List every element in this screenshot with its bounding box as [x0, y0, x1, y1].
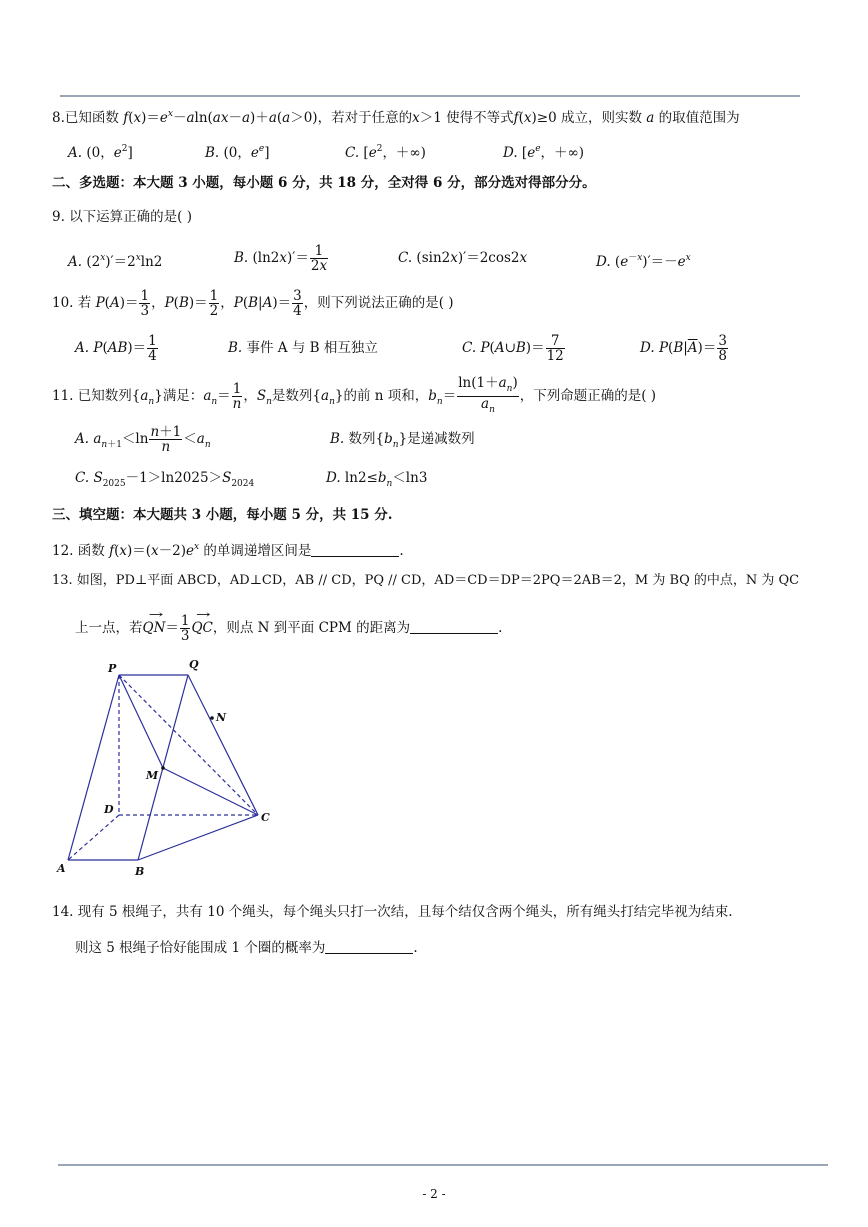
label-C: C — [261, 811, 270, 824]
q8-option-b: B. (0，$e^e$] — [205, 144, 270, 161]
label-D: D — [104, 803, 114, 816]
question-12: 12. 函数 $f(x)=(x-2)e^x$ 的单调递增区间是 . — [52, 542, 404, 559]
label-M: M — [146, 769, 159, 782]
question-14-line-2: 则这 5 根绳子恰好能围成 1 个圈的概率为 . — [75, 940, 418, 956]
q10-option-c: C. P(A∪B)＝ $\frac{7}{12}$ — [462, 333, 564, 364]
question-10: 10. 若 P(A)＝ $\frac{1}{3}$ ，P(B)＝ $\frac{1}{2}$ ，P(B|A)＝ $\frac{3}{4}$ ，则下列说法正确的是( ) — [52, 288, 454, 319]
q9-option-b: B. (ln2x)′＝ $\frac{1}{2x}$ — [234, 243, 328, 274]
q11-option-b: B. 数列$\{b_n\}$是递减数列 — [330, 431, 475, 450]
label-Q: Q — [189, 658, 199, 671]
q9-option-a: A. $(2^x)'=2^x\ln 2$ — [68, 253, 163, 270]
label-B: B — [135, 865, 145, 878]
q10-option-b: B. 事件 A 与 B 相互独立 — [228, 340, 378, 356]
bottom-rule — [58, 1164, 828, 1166]
question-14-line-1: 14. 现有 5 根绳子，共有 10 个绳头，每个绳头只打一次结，且每个结仅含两个绳头，所有绳头打结完毕视为结束. — [52, 904, 733, 920]
section-2-heading: 二、多选题：本大题 3 小题，每小题 6 分，共 18 分，全对得 6 分，部分选对得部分分。 — [52, 175, 596, 191]
answer-blank[interactable] — [311, 542, 399, 557]
section-3-heading: 三、填空题：本大题共 3 小题，每小题 5 分，共 15 分. — [52, 507, 393, 523]
label-P: P — [108, 662, 117, 675]
question-13-line-2: 上一点，若→ QN＝ $\frac{1}{3}$ → QC，则点 N 到平面 CPM 的距离为 . — [75, 610, 502, 646]
top-rule — [60, 95, 800, 97]
label-N: N — [216, 711, 227, 724]
q11-option-a: A. $a_{n+1}<\ln$ $\frac{n+1}{n}$ $<a_n$ — [75, 424, 211, 455]
answer-blank[interactable] — [410, 619, 498, 634]
q9-option-c: C. (sin2x)′＝2cos2x — [398, 250, 528, 266]
question-8: 8.已知函数 $f(x)=e^x-aln(ax-a)+a(a>0)$，若对于任意的x＞1 使得不等式f(x)≥0 成立，则实数 a 的取值范围为 — [52, 109, 740, 126]
q8-option-d: D. [$e^e$，＋∞) — [503, 144, 585, 161]
question-11: 11. 已知数列$\{a_n\}$满足：$a_n=$ $\frac{1}{n}$ ，$S_n$是数列$\{a_n\}$的前 n 项和，$b_n=$ $\frac{\ln(1+a_n)}{a_n}$ ，下列命题正确的是( ) — [52, 375, 657, 415]
q10-option-d: D. $P(B|\overline{A})=$ $\frac{3}{8}$ — [640, 333, 727, 364]
label-A: A — [57, 862, 66, 875]
q11-option-c: C. $S_{2025}-1>\ln 2025>S_{2024}$ — [75, 470, 255, 489]
q8-option-c: C. [$e^2$，＋∞) — [345, 144, 426, 161]
question-13-line-1: 13. 如图，PD⊥平面 ABCD，AD⊥CD，AB // CD，PQ // CD，AD＝CD＝DP＝2PQ＝2AB＝2，M 为 BQ 的中点，N 为 QC — [52, 573, 800, 588]
q9-option-d: D. $(e^{-x})'=-e^x$ — [596, 253, 691, 270]
answer-blank[interactable] — [325, 939, 413, 954]
q8-option-a: A. (0，$e^2$] — [68, 144, 133, 161]
page-number: - 2 - — [422, 1187, 446, 1201]
question-9: 9. 以下运算正确的是( ) — [52, 209, 192, 225]
q11-option-d: D. $\ln 2\le b_n<\ln 3$ — [326, 470, 428, 489]
q10-option-a: A. P(AB)＝ $\frac{1}{4}$ — [75, 333, 157, 364]
